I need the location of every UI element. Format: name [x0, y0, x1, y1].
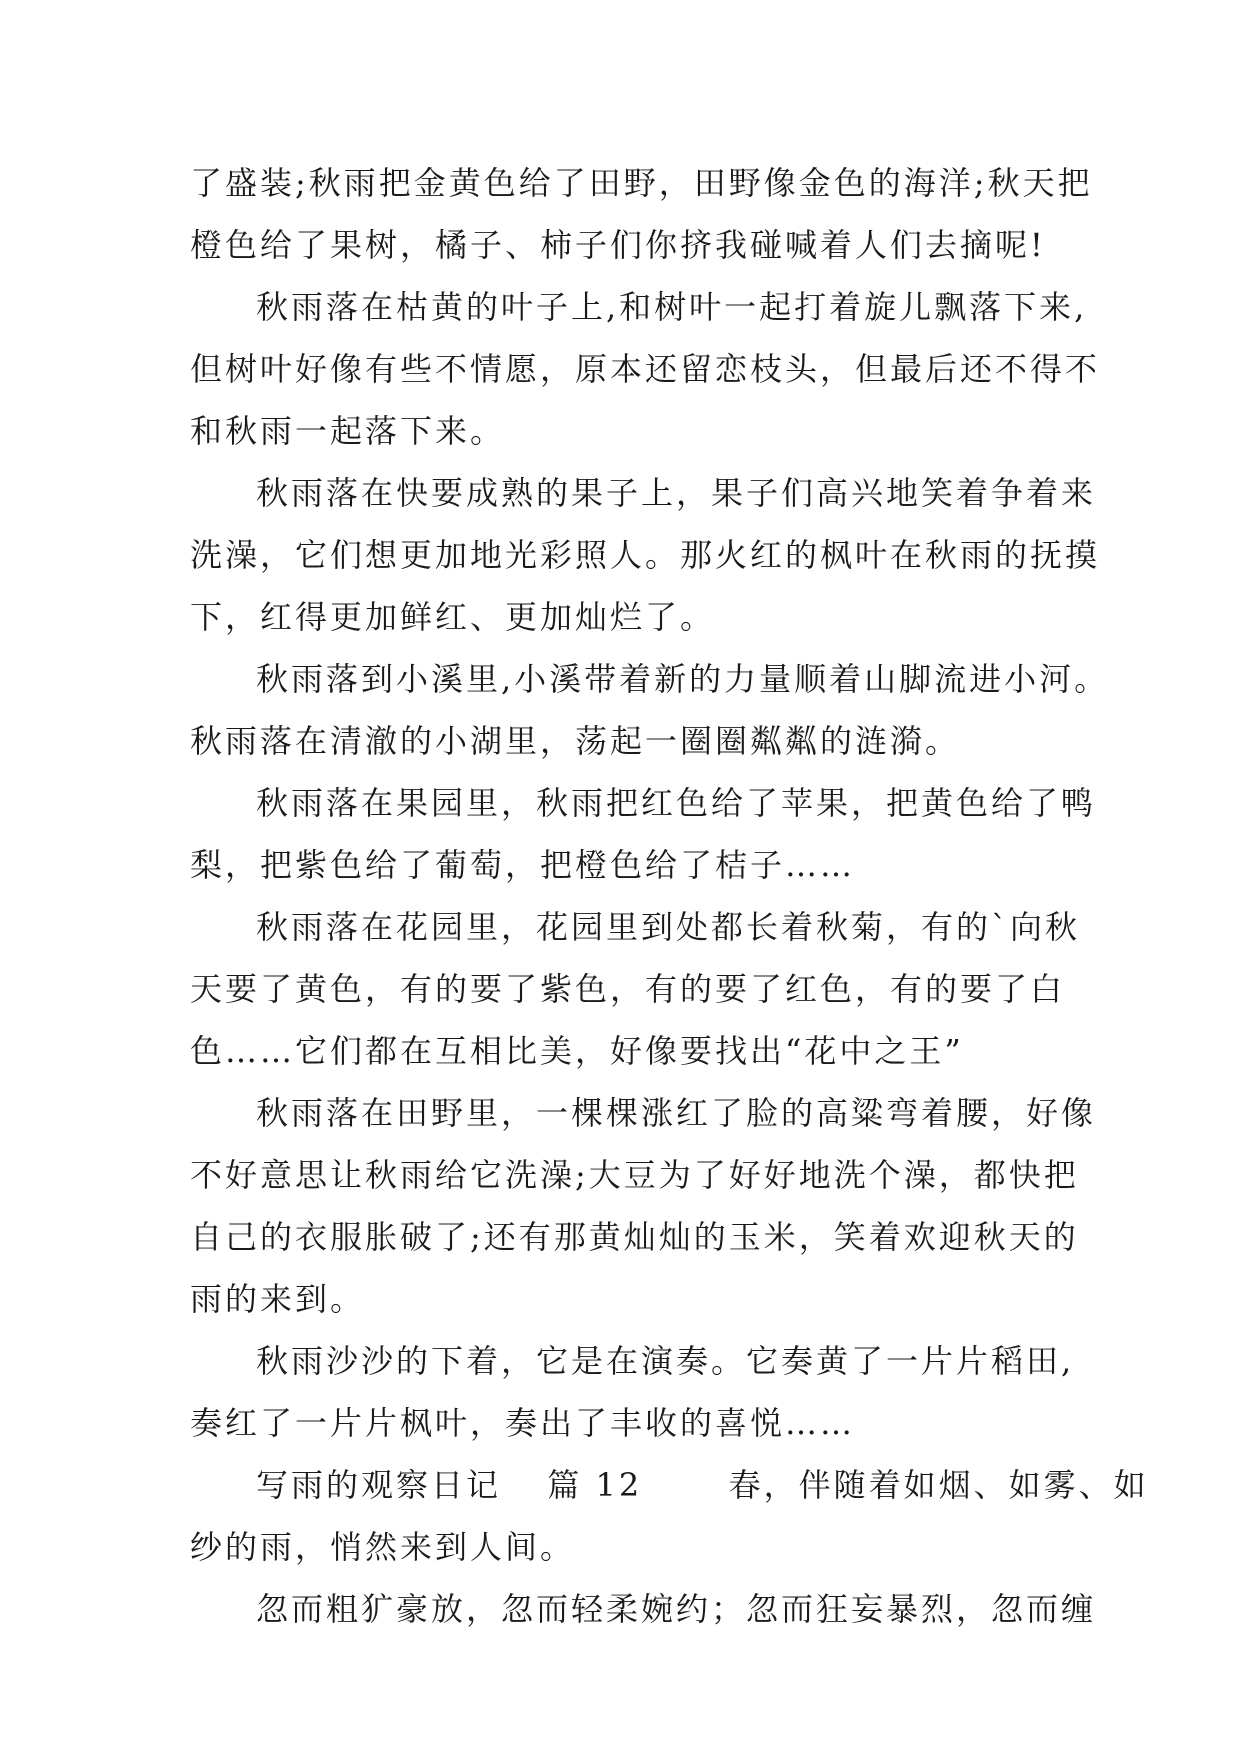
entry-heading-line — [190, 1454, 1149, 1516]
text-line: 天要了黄色，有的要了紫色，有的要了红色，有的要了白 — [190, 970, 1066, 1008]
text-line: 雨的来到。 — [190, 1280, 366, 1318]
text-line: 秋雨落在快要成熟的果子上，果子们高兴地笑着争着来 — [256, 474, 1097, 512]
text-line: 但树叶好像有些不情愿，原本还留恋枝头，但最后还不得不 — [190, 350, 1101, 388]
text-line: 忽而粗犷豪放，忽而轻柔婉约；忽而狂妄暴烈，忽而缠 — [256, 1590, 1097, 1628]
text-line: 色……它们都在互相比美，好像要找出“花中之王” — [190, 1032, 964, 1070]
text-line: 秋雨落在果园里，秋雨把红色给了苹果，把黄色给了鸭 — [256, 784, 1097, 822]
text-line: 秋雨落在田野里，一棵棵涨红了脸的高粱弯着腰，好像 — [256, 1094, 1097, 1132]
entry-number: 篇 12 — [547, 1466, 643, 1504]
text-line: 橙色给了果树，橘子、柿子们你挤我碰喊着人们去摘呢! — [190, 226, 1046, 264]
text-line: 秋雨落到小溪里,小溪带着新的力量顺着山脚流进小河。 — [256, 660, 1110, 698]
text-line: 秋雨落在清澈的小湖里，荡起一圈圈粼粼的涟漪。 — [190, 722, 961, 760]
text-line: 和秋雨一起落下来。 — [190, 412, 506, 450]
document-page — [190, 152, 1149, 1640]
text-line: 秋雨落在花园里，花园里到处都长着秋菊，有的`向秋 — [256, 908, 1081, 946]
text-line: 纱的雨，悄然来到人间。 — [190, 1528, 576, 1566]
text-line: 洗澡，它们想更加地光彩照人。那火红的枫叶在秋雨的抚摸 — [190, 536, 1101, 574]
text-line: 奏红了一片片枫叶，奏出了丰收的喜悦…… — [190, 1404, 856, 1442]
text-line: 自己的衣服胀破了;还有那黄灿灿的玉米，笑着欢迎秋天的 — [190, 1218, 1079, 1256]
document-tail — [190, 1516, 1097, 1640]
text-line: 了盛装;秋雨把金黄色给了田野，田野像金色的海洋;秋天把 — [190, 164, 1093, 202]
text-line: 不好意思让秋雨给它洗澡;大豆为了好好地洗个澡，都快把 — [190, 1156, 1079, 1194]
text-line: 梨，把紫色给了葡萄，把橙色给了桔子…… — [190, 846, 856, 884]
text-line: 秋雨落在枯黄的叶子上,和树叶一起打着旋儿飘落下来, — [256, 288, 1088, 326]
document-body — [190, 152, 1110, 1454]
text-line: 秋雨沙沙的下着，它是在演奏。它奏黄了一片片稻田, — [256, 1342, 1075, 1380]
entry-title: 写雨的观察日记 — [256, 1466, 502, 1504]
text-line: 下，红得更加鲜红、更加灿烂了。 — [190, 598, 716, 636]
entry-first-sentence: 春，伴随着如烟、如雾、如 — [728, 1466, 1149, 1504]
